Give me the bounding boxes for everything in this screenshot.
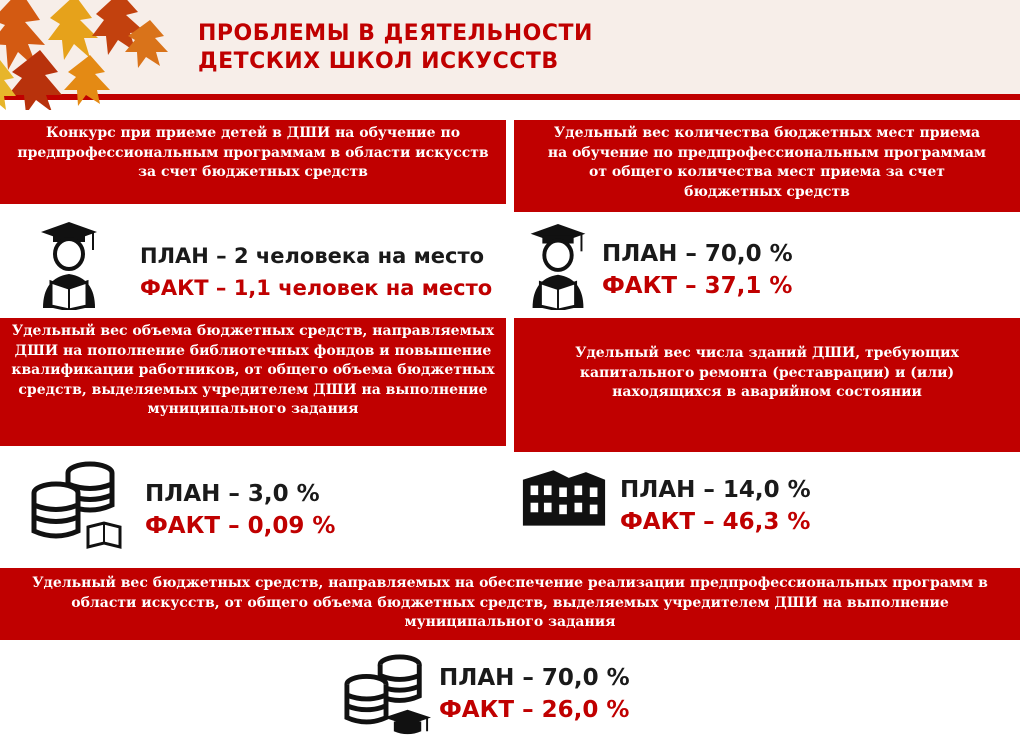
building-icon <box>521 466 607 528</box>
indicator-text: Удельный вес бюджетных средств, направляемых на обеспечение реализации предпрофессиональных программ в области искусств, от общего объема бюджетных средств, выделяемых учредителем ДШИ на выполнение муниципального задания <box>32 575 988 630</box>
plan-value: ПЛАН – 3,0 % <box>145 481 320 507</box>
indicator-box-admission-competition <box>0 120 506 204</box>
indicator-values-budget-places <box>602 238 793 302</box>
indicator-text: Удельный вес объема бюджетных средств, направляемых ДШИ на пополнение библиотечных фондов и повышение квалификации работников, от общего объема бюджетных средств, выделяемых учредителем ДШИ на выполнение муниципального задания <box>11 323 495 417</box>
fact-value: ФАКТ – 0,09 % <box>145 513 336 539</box>
indicator-box-preprofessional-funding <box>0 568 1020 640</box>
autumn-leaves-icon <box>0 0 170 110</box>
indicator-text: Конкурс при приеме детей в ДШИ на обучение по предпрофессиональным программам в области искусств за счет бюджетных средств <box>17 125 489 180</box>
indicator-box-budget-places <box>514 120 1020 212</box>
indicator-text: Удельный вес количества бюджетных мест приема на обучение по предпрофессиональным программам от общего количества мест приема за счет бюджетных средств <box>547 125 987 200</box>
fact-value: ФАКТ – 26,0 % <box>439 697 630 723</box>
page-title <box>198 20 593 76</box>
indicator-values-admission <box>140 240 492 304</box>
coins-graduation-cap-icon <box>343 652 431 744</box>
indicator-box-library-funds <box>0 318 506 446</box>
indicator-text: Удельный вес числа зданий ДШИ, требующих капитального ремонта (реставрации) и (или) находящихся в аварийном состоянии <box>575 345 959 400</box>
plan-value: ПЛАН – 70,0 % <box>439 665 630 691</box>
fact-value: ФАКТ – 37,1 % <box>602 273 793 299</box>
plan-value: ПЛАН – 14,0 % <box>620 477 811 503</box>
fact-value: ФАКТ – 1,1 человек на место <box>140 276 493 300</box>
fact-value: ФАКТ – 46,3 % <box>620 509 811 535</box>
indicator-box-buildings-repair <box>514 318 1020 452</box>
student-reading-icon <box>528 222 588 310</box>
student-reading-icon <box>38 220 100 310</box>
indicator-values-preprofessional-funding <box>439 662 630 726</box>
indicator-values-library-funds <box>145 478 335 542</box>
indicator-values-buildings-repair <box>620 474 811 538</box>
coins-book-icon <box>28 458 128 550</box>
plan-value: ПЛАН – 70,0 % <box>602 241 793 267</box>
page-title-line1: ПРОБЛЕМЫ В ДЕЯТЕЛЬНОСТИ <box>198 21 593 46</box>
plan-value: ПЛАН – 2 человека на место <box>140 244 485 268</box>
page-title-line2: ДЕТСКИХ ШКОЛ ИСКУССТВ <box>198 49 559 74</box>
